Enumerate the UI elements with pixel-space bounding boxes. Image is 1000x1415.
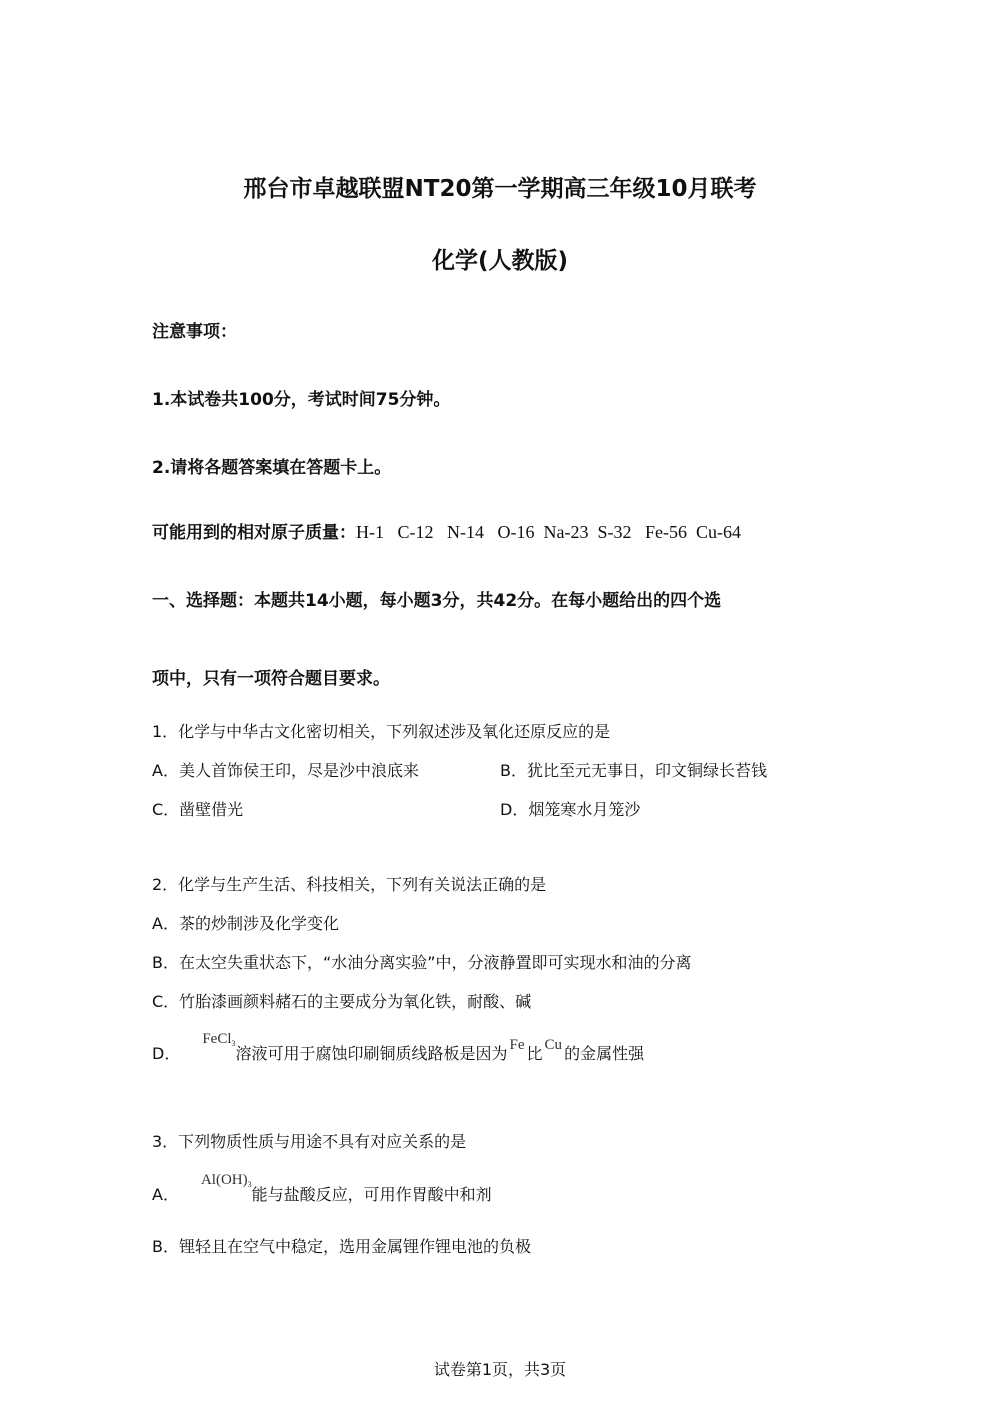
q3-option-a-text: 能与盐酸反应，可用作胃酸中和剂 — [251, 1185, 492, 1204]
q2-option-b: B．在太空失重状态下，“水油分离实验”中，分液静置即可实现水和油的分离 — [152, 953, 692, 972]
q1-option-c: C．凿壁借光 — [152, 800, 244, 819]
q2-option-d-text2: 比 — [526, 1044, 543, 1063]
notes-heading: 注意事项： — [152, 322, 237, 342]
atomic-mass-label: 可能用到的相对原子质量： — [152, 523, 356, 543]
fecl3-formula-sub: 3 — [231, 1039, 236, 1048]
q2-option-d-text1: 溶液可用于腐蚀印刷铜质线路板是因为 — [235, 1044, 508, 1063]
q1-stem: 1．化学与中华古文化密切相关，下列叙述涉及氧化还原反应的是 — [152, 722, 611, 741]
q2-option-d-prefix: D． — [152, 1044, 181, 1063]
aloh3-formula-text: Al(OH) — [200, 1172, 248, 1188]
q2-option-a: A．茶的炒制涉及化学变化 — [152, 914, 339, 933]
exam-subtitle: 化学(人教版) — [431, 248, 569, 274]
fecl3-formula — [202, 1031, 235, 1047]
q1-option-b: B．犹比至元无事日，印文铜绿长苔钱 — [500, 761, 767, 780]
q3-option-a-prefix: A． — [152, 1185, 179, 1204]
q3-stem: 3．下列物质性质与用途不具有对应关系的是 — [152, 1132, 467, 1151]
exam-title: 邢台市卓越联盟NT20第一学期高三年级10月联考 — [243, 176, 757, 202]
section-1-heading-line2: 项中，只有一项符合题目要求。 — [152, 669, 390, 689]
aloh3-formula-sub: 3 — [247, 1180, 252, 1189]
q2-option-c: C．竹胎漆画颜料赭石的主要成分为氧化铁，耐酸、碱 — [152, 992, 532, 1011]
q2-option-d — [152, 1031, 645, 1064]
q2-option-d-text3: 的金属性强 — [564, 1044, 645, 1063]
q3-option-b: B．锂轻且在空气中稳定，选用金属锂作锂电池的负极 — [152, 1237, 531, 1256]
atomic-mass-values: H-1 C-12 N-14 O-16 Na-23 S-32 Fe-56 Cu-64 — [356, 522, 741, 542]
notes-item-1: 1.本试卷共100分，考试时间75分钟。 — [152, 390, 451, 410]
section-1-heading-line1: 一、选择题：本题共14小题，每小题3分，共42分。在每小题给出的四个选 — [152, 591, 722, 611]
q2-stem: 2．化学与生产生活、科技相关，下列有关说法正确的是 — [152, 875, 547, 894]
q3-option-a — [152, 1172, 492, 1205]
q1-option-d: D．烟笼寒水月笼沙 — [500, 800, 641, 819]
page-footer: 试卷第1页，共3页 — [433, 1360, 567, 1379]
cu-symbol: Cu — [544, 1037, 563, 1053]
fecl3-formula-text: FeCl — [202, 1031, 232, 1047]
notes-item-2: 2.请将各题答案填在答题卡上。 — [152, 458, 392, 478]
fe-symbol: Fe — [509, 1037, 525, 1053]
q1-option-a: A．美人首饰侯王印，尽是沙中浪底来 — [152, 761, 419, 780]
aloh3-formula — [201, 1172, 252, 1188]
atomic-mass-line — [152, 518, 741, 543]
